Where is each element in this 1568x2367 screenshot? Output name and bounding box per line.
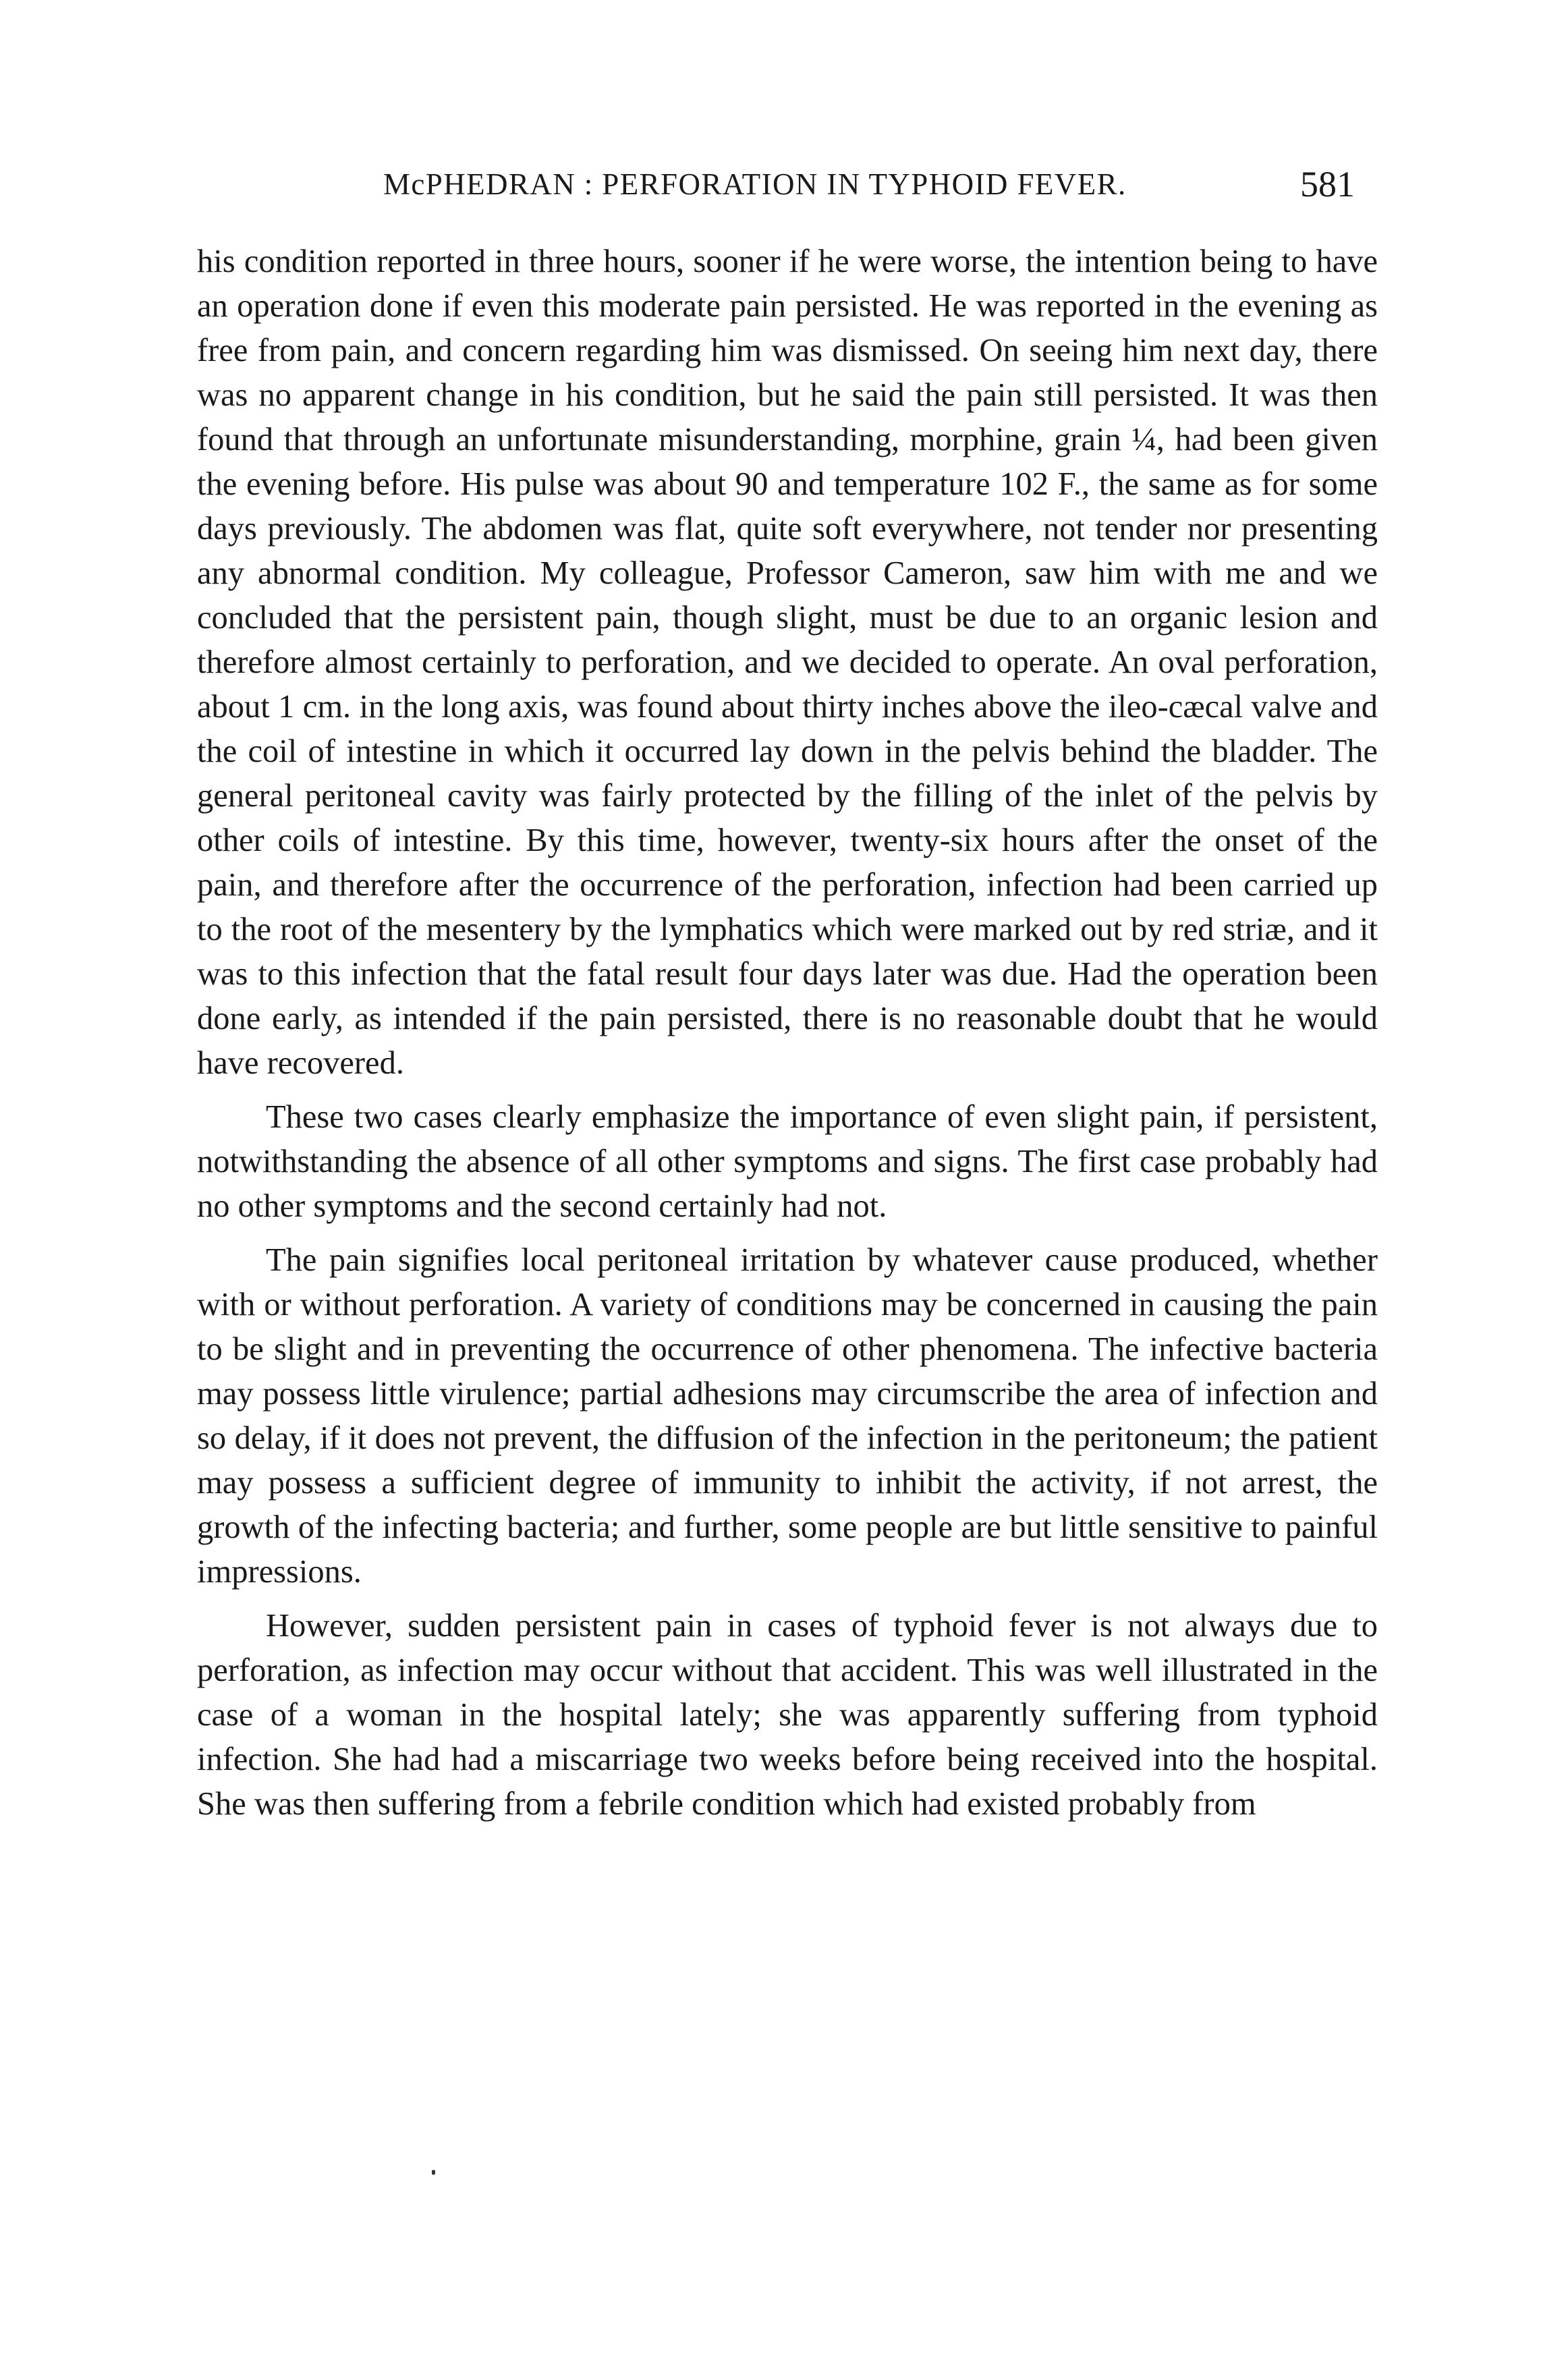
paragraph: However, sudden persistent pain in cases of typhoid fever is not always due to perforation, as infection may occur without that accident. This was well illustrated in the case of a woman in the hospital lately; she was apparently suffering from typhoid infection. She had had a miscarriage two weeks before being received into the hospital. She was then suffering from a febrile condition which had existed probably from <box>197 1608 1378 1822</box>
page-number: 581 <box>1300 164 1355 204</box>
body-text <box>197 240 1378 1836</box>
running-title: McPHEDRAN : PERFORATION IN TYPHOID FEVER. <box>383 167 1127 201</box>
paragraph-continued: his condition reported in three hours, sooner if he were worse, the intention being to have an operation done if even this moderate pain persisted. He was reported in the evening as free from pain, and concern regarding him was dismissed. On seeing him next day, there was no apparent change in his condition, but he said the pain still persisted. It was then found that through an unfortunate misunderstanding, morphine, grain ¼, had been given the evening before. His pulse was about 90 and temperature 102 F., the same as for some days previously. The abdomen was flat, quite soft everywhere, not tender nor presenting any abnormal condition. My colleague, Professor Cameron, saw him with me and we concluded that the persistent pain, though slight, must be due to an organic lesion and therefore almost certainly to perforation, and we decided to operate. An oval perforation, about 1 cm. in the long axis, was found about thirty inches above the ileo-cæcal valve and the coil of intestine in which it occurred lay down in the pelvis behind the bladder. The general peritoneal cavity was fairly protected by the filling of the inlet of the pelvis by other coils of intestine. By this time, however, twenty-six hours after the onset of the pain, and therefore after the occurrence of the perforation, infection had been carried up to the root of the mesentery by the lymphatics which were marked out by red striæ, and it was to this infection that the fatal result four days later was due. Had the operation been done early, as intended if the pain persisted, there is no reasonable doubt that he would have recovered. <box>197 244 1378 1081</box>
paragraph: The pain signifies local peritoneal irritation by whatever cause produced, whether with or without perforation. A variety of conditions may be concerned in causing the pain to be slight and in preventing the occurrence of other phenomena. The infective bacteria may possess little virulence; partial adhesions may circumscribe the area of infection and so delay, if it does not prevent, the diffusion of the infection in the peritoneum; the patient may possess a sufficient degree of immunity to inhibit the activity, if not arrest, the growth of the infecting bacteria; and further, some people are but little sensitive to painful impressions. <box>197 1242 1378 1590</box>
running-head <box>383 161 1355 208</box>
ink-speck <box>432 2170 435 2175</box>
paragraph: These two cases clearly emphasize the importance of even slight pain, if persistent, notwithstanding the absence of all other symptoms and signs. The first case probably had no other symptoms and the second certainly had not. <box>197 1099 1378 1224</box>
